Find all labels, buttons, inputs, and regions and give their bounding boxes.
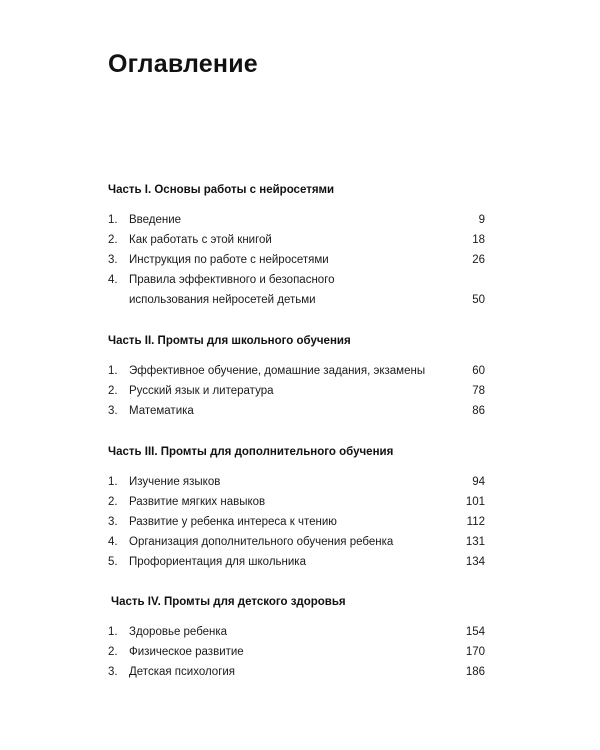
entry-number: 2. [108,646,118,658]
entry-title: Развитие у ребенка интереса к чтению [129,516,337,528]
entry-title: Математика [129,405,194,417]
entry-number: 3. [108,254,118,266]
toc-entry[interactable] [108,662,485,682]
toc-entry[interactable] [108,210,485,230]
entry-number: 1. [108,365,118,377]
entry-page-number: 26 [472,254,485,266]
entry-page-number: 86 [472,405,485,417]
entry-title-line-2: использования нейросетей детьми [129,294,316,306]
entry-title: Организация дополнительного обучения ребенка [129,536,394,548]
entry-title: Эффективное обучение, домашние задания, экзамены [129,365,426,377]
entry-title: Здоровье ребенка [129,626,228,638]
entry-title: Русский язык и литература [129,385,274,397]
part-heading[interactable]: Часть II. Промты для школьного обучения [108,335,351,347]
entry-number: 1. [108,476,118,488]
entry-page-number: 154 [465,626,485,638]
entry-page-number: 18 [472,234,485,246]
entry-number: 3. [108,666,118,678]
entry-number: 2. [108,234,118,246]
entry-number: 2. [108,385,118,397]
toc-entry[interactable] [108,552,485,572]
part-heading[interactable]: Часть III. Промты для дополнительного обучения [108,446,394,458]
entry-title: Изучение языков [129,476,221,488]
entry-page-number: 60 [472,365,485,377]
entry-page-number: 131 [465,536,485,548]
entry-title: Детская психология [129,666,236,678]
entry-number: 3. [108,516,118,528]
entry-title: Введение [129,214,182,226]
toc-entry[interactable] [108,270,485,310]
page-title: Оглавление [108,50,258,78]
toc-entry[interactable] [108,642,485,662]
entry-page-number: 134 [465,556,485,568]
entry-number: 4. [108,536,118,548]
toc-entry[interactable] [108,492,485,512]
entry-number: 5. [108,556,118,568]
entry-number: 1. [108,214,118,226]
entry-page-number: 112 [466,516,485,528]
entry-title: Профориентация для школьника [129,556,306,568]
part-heading[interactable]: Часть IV. Промты для детского здоровья [111,596,346,608]
toc-entry[interactable] [108,381,485,401]
entry-title: Развитие мягких навыков [129,496,266,508]
entry-number: 4. [108,274,118,286]
toc-entry[interactable] [108,250,485,270]
entry-page-number: 78 [472,385,485,397]
toc-entry[interactable] [108,532,485,552]
entry-number: 2. [108,496,118,508]
entry-number: 1. [108,626,118,638]
entry-page-number: 50 [472,294,485,306]
table-of-contents [108,182,485,702]
entry-page-number: 101 [465,496,485,508]
toc-entry[interactable] [108,512,485,532]
entry-title-line-1: Правила эффективного и безопасного [129,274,335,286]
toc-part-4 [108,594,485,682]
entry-page-number: 9 [478,214,485,226]
toc-entry[interactable] [108,230,485,250]
toc-part-2 [108,333,485,421]
entry-title: Как работать с этой книгой [129,234,272,246]
toc-entry[interactable] [108,472,485,492]
entry-page-number: 170 [465,646,485,658]
toc-entry[interactable] [108,622,485,642]
entry-number: 3. [108,405,118,417]
entry-page-number: 186 [465,666,485,678]
toc-entry[interactable] [108,401,485,421]
toc-part-1 [108,182,485,310]
entry-title: Инструкция по работе с нейросетями [129,254,329,266]
entry-title: Физическое развитие [129,646,244,658]
toc-part-3 [108,444,485,572]
part-heading[interactable]: Часть I. Основы работы с нейросетями [108,184,335,196]
toc-entry[interactable] [108,361,485,381]
entry-page-number: 94 [472,476,485,488]
